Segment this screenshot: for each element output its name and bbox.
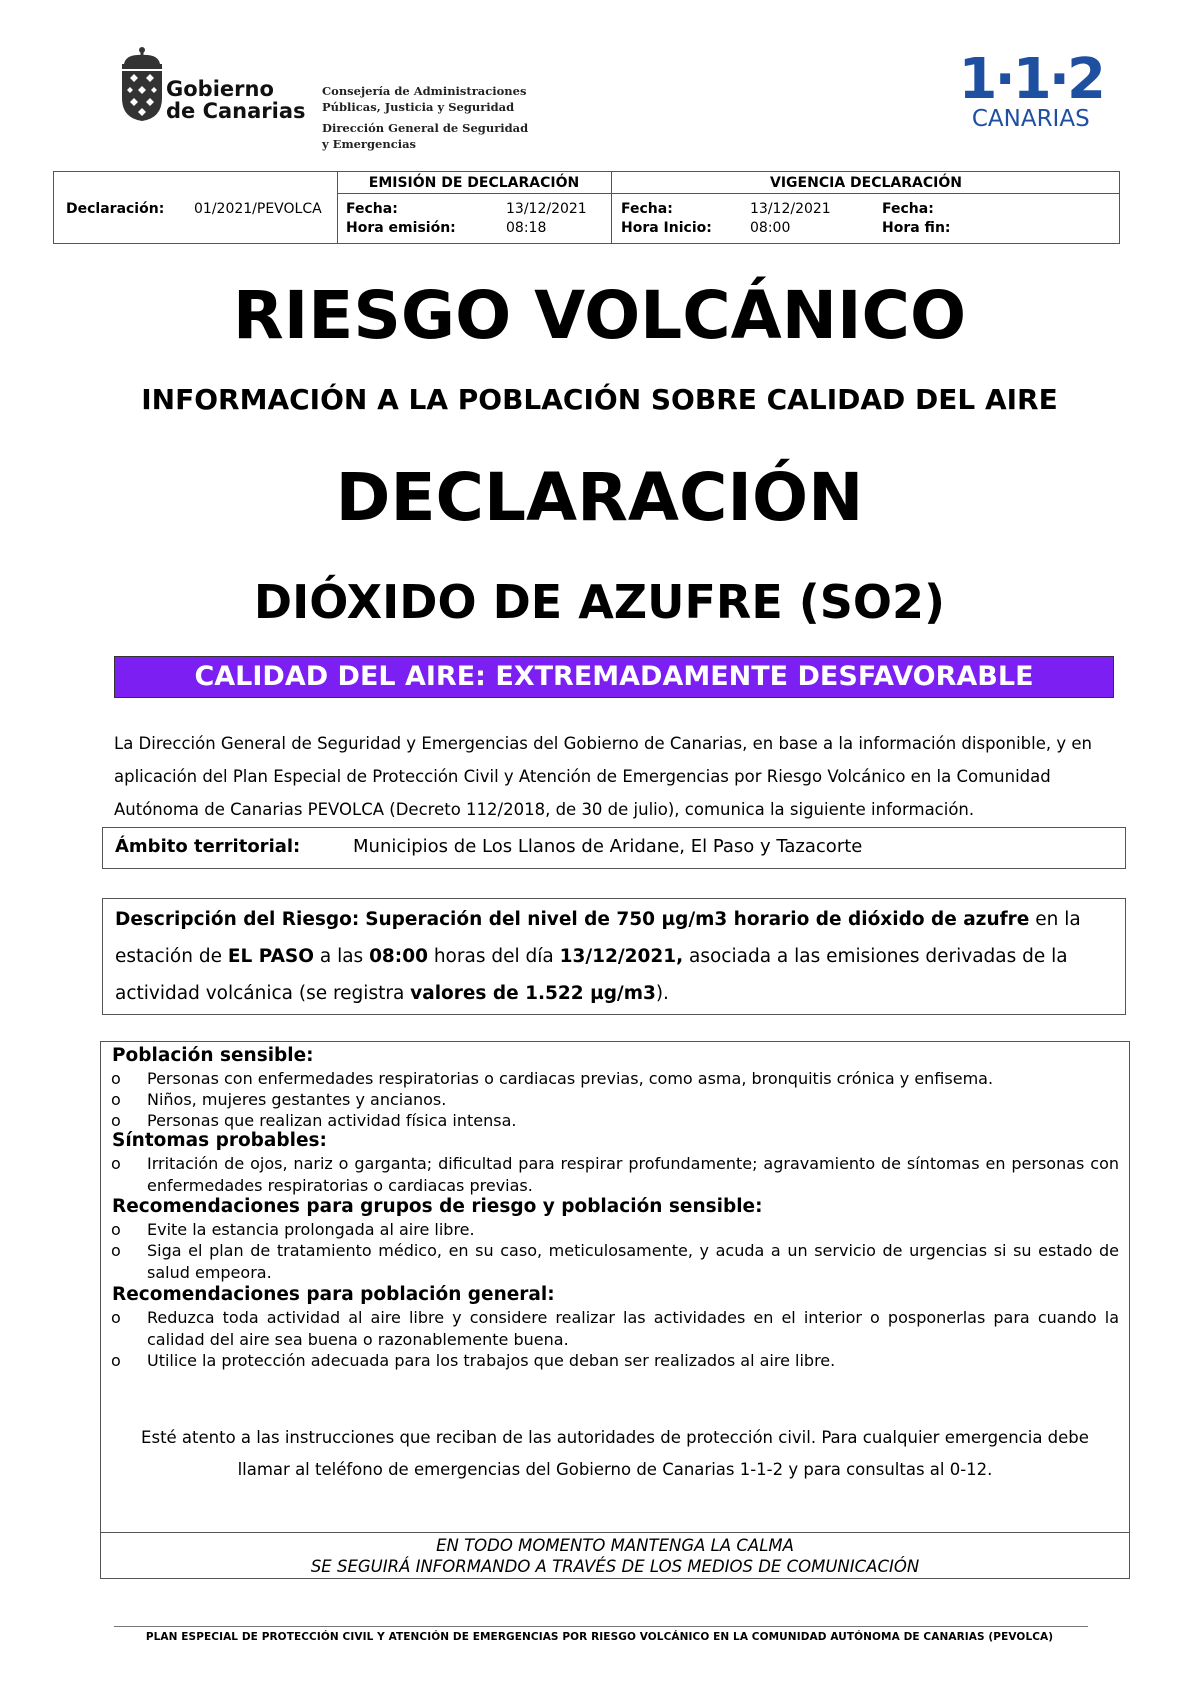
list-item: o Reduzca toda actividad al aire libre y considere realizar las actividades en el interior o posponerlas para cuando la calidad del aire sea buena o razonablemente buena. (111, 1308, 1119, 1349)
descripcion-box (102, 898, 1126, 1015)
descripcion-text: a las (313, 946, 370, 967)
descripcion-bold: valores de 1.522 µg/m3 (410, 983, 656, 1004)
fin-fecha-label: Fecha: (882, 201, 934, 217)
descripcion-bold: 08:00 (369, 946, 428, 967)
subtitle-informacion: INFORMACIÓN A LA POBLACIÓN SOBRE CALIDAD DEL AIRE (141, 383, 1058, 416)
list-item: o Personas con enfermedades respiratorias o cardiacas previas, como asma, bronquitis crónica y enfisema. (111, 1069, 994, 1088)
calma-line: EN TODO MOMENTO MANTENGA LA CALMA (436, 1536, 794, 1555)
consejeria-line: Consejería de Administraciones (322, 84, 527, 98)
descripcion-bold: 13/12/2021, (559, 946, 684, 967)
hora-fin-label: Hora fin: (882, 220, 951, 236)
declaracion-number: 01/2021/PEVOLCA (194, 201, 322, 217)
section-title-general: Recomendaciones para población general: (112, 1284, 555, 1305)
health-info-box (100, 1041, 1130, 1579)
logo-112-region: CANARIAS (971, 106, 1090, 132)
list-item: o Niños, mujeres gestantes y ancianos. (111, 1090, 447, 1109)
emision-fecha-value: 13/12/2021 (506, 201, 587, 217)
calma-notice (101, 1532, 1129, 1578)
descripcion-bold: Superación del nivel de 750 µg/m3 horario de dióxido de azufre (365, 909, 1030, 930)
vigencia-fecha-label: Fecha: (621, 201, 673, 217)
declaracion-label: Declaración: (66, 201, 165, 217)
list-item: o Utilice la protección adecuada para los trabajos que deban ser realizados al aire libre. (111, 1351, 836, 1370)
ambito-box (102, 827, 1126, 869)
footer-text: PLAN ESPECIAL DE PROTECCIÓN CIVIL Y ATENCIÓN DE EMERGENCIAS POR RIESGO VOLCÁNICO EN LA COMUNIDAD AUTÓNOMA DE CANARIAS (PEVOLCA) (145, 1631, 1054, 1643)
emision-header: EMISIÓN DE DECLARACIÓN (368, 175, 580, 191)
gobierno-name (166, 78, 306, 122)
consejeria-text (322, 83, 528, 152)
list-item: o Irritación de ojos, nariz o garganta; dificultad para respirar profundamente; agravamiento de síntomas en personas con enfermedades respiratorias o cardiacas previas. (111, 1154, 1119, 1195)
list-item: o Evite la estancia prolongada al aire libre. (111, 1220, 475, 1239)
ambito-value: Municipios de Los Llanos de Aridane, El Paso y Tazacorte (353, 836, 863, 857)
list-item: o Siga el plan de tratamiento médico, en su caso, meticulosamente, y acuda a un servicio de urgencias si su estado de salud empeora. (111, 1241, 1119, 1282)
descripcion-text: en la estación de (115, 909, 1081, 967)
descripcion-text: ). (655, 983, 669, 1004)
emision-fecha-label: Fecha: (346, 201, 398, 217)
calma-line: SE SEGUIRÁ INFORMANDO A TRAVÉS DE LOS MEDIOS DE COMUNICACIÓN (310, 1557, 920, 1576)
gobierno-canarias-shield-icon (116, 46, 168, 122)
footer-divider (114, 1626, 1088, 1627)
declaration-table (53, 171, 1120, 244)
descripcion-bold: EL PASO (227, 946, 314, 967)
descripcion-text: asociada a las emisiones derivadas de la actividad volcánica (se registra (115, 946, 1068, 1004)
gobierno-name-line2: de Canarias (166, 99, 306, 123)
section-title-riesgo: Recomendaciones para grupos de riesgo y población sensible: (112, 1196, 763, 1217)
logo-112 (958, 47, 1103, 132)
hora-inicio-value: 08:00 (750, 220, 791, 236)
list-item: o Personas que realizan actividad física intensa. (111, 1111, 517, 1130)
hora-emision-label: Hora emisión: (346, 220, 456, 236)
air-quality-banner: CALIDAD DEL AIRE: EXTREMADAMENTE DESFAVORABLE (114, 656, 1114, 698)
section-title-poblacion: Población sensible: (112, 1045, 314, 1066)
descripcion-label: Descripción del Riesgo: (115, 909, 360, 930)
atento-paragraph: Esté atento a las instrucciones que reciban de las autoridades de protección civil. Para cualquier emergencia debe llamar al teléfono de emergencias del Gobierno de Canarias 1-1-2 y para consultas al 0-12. (141, 1428, 1089, 1479)
vigencia-header: VIGENCIA DECLARACIÓN (770, 175, 962, 191)
hora-emision-value: 08:18 (506, 220, 547, 236)
intro-paragraph: La Dirección General de Seguridad y Emergencias del Gobierno de Canarias, en base a la información disponible, y en aplicación del Plan Especial de Protección Civil y Atención de Emergencias por Riesgo Volcánico en la Comunidad Autónoma de Canarias PEVOLCA (Decreto 112/2018, de 30 de julio), comunica la siguiente información. (114, 734, 1093, 819)
ambito-label: Ámbito territorial: (115, 836, 301, 857)
title-dioxido-azufre: DIÓXIDO DE AZUFRE (SO2) (253, 575, 946, 629)
section-title-sintomas: Síntomas probables: (112, 1130, 327, 1151)
consejeria-line: Dirección General de Seguridad (322, 121, 529, 135)
title-riesgo-volcanico: RIESGO VOLCÁNICO (232, 277, 967, 354)
consejeria-line: y Emergencias (322, 137, 417, 151)
descripcion-text: horas del día (427, 946, 560, 967)
consejeria-line: Públicas, Justicia y Seguridad (322, 100, 515, 114)
title-declaracion: DECLARACIÓN (335, 459, 864, 536)
hora-inicio-label: Hora Inicio: (621, 220, 712, 236)
vigencia-fecha-value: 13/12/2021 (750, 201, 831, 217)
gobierno-name-line1: Gobierno (166, 77, 274, 101)
logo-112-number: 1·1·2 (958, 47, 1103, 112)
